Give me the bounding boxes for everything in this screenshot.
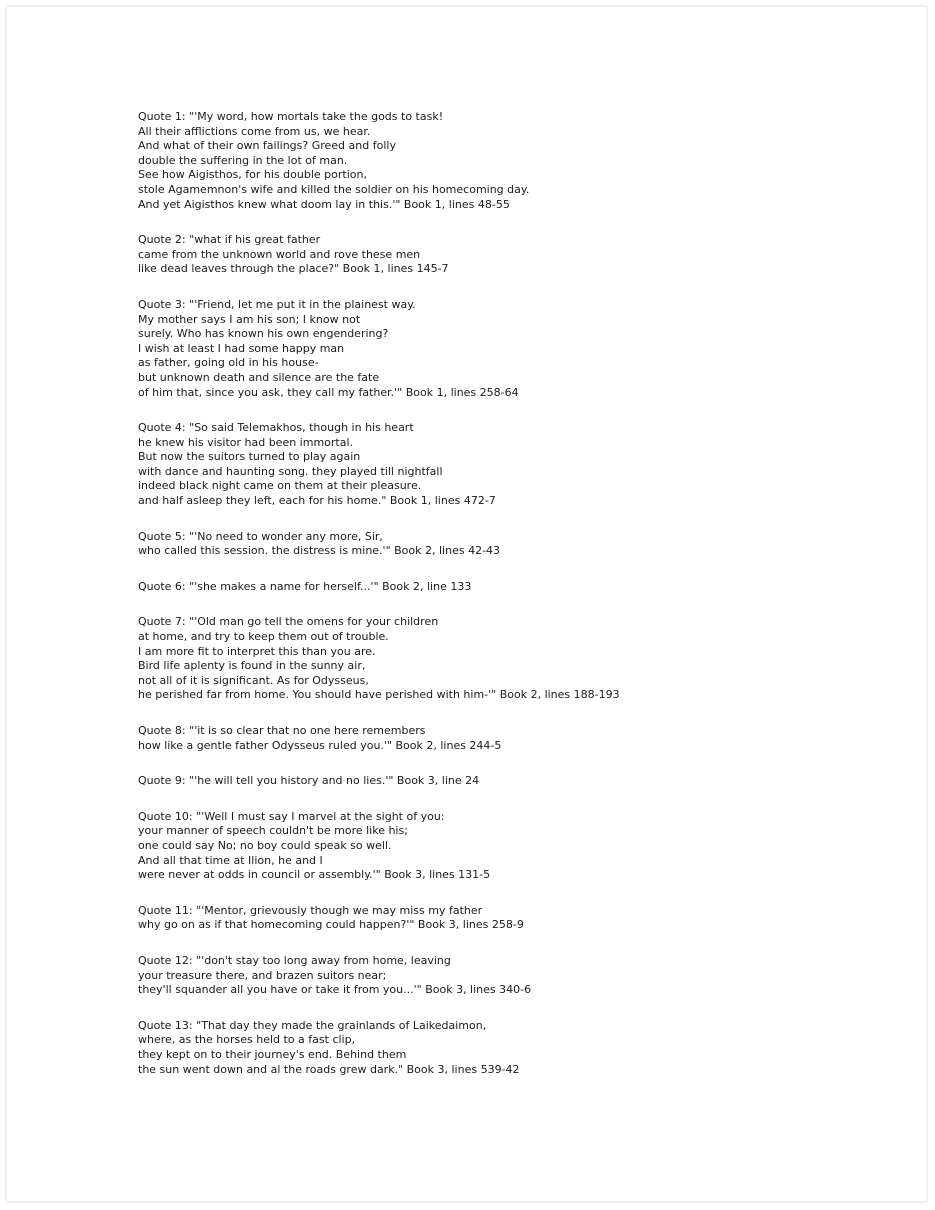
quote-line: But now the suitors turned to play again — [138, 450, 361, 464]
quote-line: like dead leaves through the place?" Book 1, lines 145-7 — [138, 262, 449, 276]
quote-line: See how Aigisthos, for his double portion, — [138, 168, 367, 182]
document-body — [138, 110, 898, 1098]
quote-line: at home, and try to keep them out of trouble. — [138, 630, 389, 644]
quote-block-5 — [138, 530, 898, 559]
quote-line: of him that, since you ask, they call my father.'" Book 1, lines 258-64 — [138, 385, 519, 399]
quote-block-7 — [138, 615, 898, 703]
quote-line: Quote 10: "'Well I must say I marvel at the sight of you: — [138, 809, 445, 823]
quote-block-10 — [138, 810, 898, 883]
quote-line: Quote 12: "'don't stay too long away from home, leaving — [138, 953, 451, 967]
quote-line: Quote 1: "'My word, how mortals take the gods to task! — [138, 110, 444, 123]
quote-block-2 — [138, 233, 898, 277]
quote-line: not all of it is significant. As for Odysseus, — [138, 673, 369, 687]
quote-line: Quote 5: "'No need to wonder any more, Sir, — [138, 529, 383, 543]
quote-line: they kept on to their journey's end. Behind them — [138, 1047, 407, 1061]
quote-line: came from the unknown world and rove these men — [138, 247, 421, 261]
quote-line: but unknown death and silence are the fate — [138, 370, 380, 384]
quote-line: Quote 4: "So said Telemakhos, though in his heart — [138, 421, 414, 435]
quote-block-3 — [138, 298, 898, 400]
quote-line: And yet Aigisthos knew what doom lay in this.'" Book 1, lines 48-55 — [138, 197, 510, 211]
quote-line: one could say No; no boy could speak so well. — [138, 838, 392, 852]
quote-line: he knew his visitor had been immortal. — [138, 435, 354, 449]
quote-block-12 — [138, 954, 898, 998]
quote-block-8 — [138, 724, 898, 753]
quote-line: Bird life aplenty is found in the sunny air, — [138, 659, 366, 673]
quote-line: where, as the horses held to a fast clip, — [138, 1033, 356, 1047]
quote-line: Quote 13: "That day they made the grainlands of Laikedaimon, — [138, 1018, 487, 1032]
quote-block-6 — [138, 580, 898, 595]
quote-line: and half asleep they left, each for his home." Book 1, lines 472-7 — [138, 494, 496, 508]
quote-line: All their afflictions come from us, we hear. — [138, 124, 371, 138]
quote-line: the sun went down and al the roads grew dark." Book 3, lines 539-42 — [138, 1062, 520, 1076]
quote-line: Quote 6: "'she makes a name for herself...'" Book 2, line 133 — [138, 579, 472, 593]
quote-line: indeed black night came on them at their pleasure. — [138, 479, 422, 493]
quote-line: as father, going old in his house- — [138, 356, 319, 370]
quote-line: My mother says I am his son; I know not — [138, 312, 361, 326]
document-page — [6, 6, 927, 1202]
quote-block-11 — [138, 904, 898, 933]
quote-block-9 — [138, 774, 898, 789]
quote-line: your manner of speech couldn't be more like his; — [138, 824, 408, 838]
quote-line: your treasure there, and brazen suitors near; — [138, 968, 387, 982]
quote-line: were never at odds in council or assembly.'" Book 3, lines 131-5 — [138, 868, 491, 882]
quote-line: double the suffering in the lot of man. — [138, 153, 348, 167]
quote-line: And all that time at Ilion, he and I — [138, 853, 323, 867]
quote-line: Quote 9: "'he will tell you history and no lies.'" Book 3, line 24 — [138, 774, 480, 788]
quote-block-13 — [138, 1019, 898, 1077]
quote-line: Quote 11: "'Mentor, grievously though we may miss my father — [138, 903, 483, 917]
quote-line: And what of their own failings? Greed and folly — [138, 139, 396, 153]
quote-line: with dance and haunting song. they played till nightfall — [138, 464, 443, 478]
quote-block-4 — [138, 421, 898, 509]
quote-line: Quote 8: "'it is so clear that no one here remembers — [138, 724, 426, 737]
quote-line: I am more fit to interpret this than you are. — [138, 644, 376, 658]
quote-line: Quote 2: "what if his great father — [138, 233, 321, 247]
quote-line: surely. Who has known his own engendering? — [138, 327, 389, 341]
quote-line: Quote 7: "'Old man go tell the omens for your children — [138, 615, 439, 629]
quote-line: who called this session. the distress is mine.'" Book 2, lines 42-43 — [138, 544, 501, 558]
quote-line: he perished far from home. You should have perished with him-'" Book 2, lines 188-193 — [138, 688, 620, 702]
quote-line: they'll squander all you have or take it from you...'" Book 3, lines 340-6 — [138, 983, 532, 997]
quote-line: I wish at least I had some happy man — [138, 341, 345, 355]
quote-line: how like a gentle father Odysseus ruled you.'" Book 2, lines 244-5 — [138, 738, 502, 752]
quote-line: Quote 3: "'Friend, let me put it in the plainest way. — [138, 297, 416, 311]
quote-block-1 — [138, 110, 898, 212]
quote-line: why go on as if that homecoming could happen?'" Book 3, lines 258-9 — [138, 918, 524, 932]
quote-line: stole Agamemnon's wife and killed the soldier on his homecoming day. — [138, 182, 530, 196]
